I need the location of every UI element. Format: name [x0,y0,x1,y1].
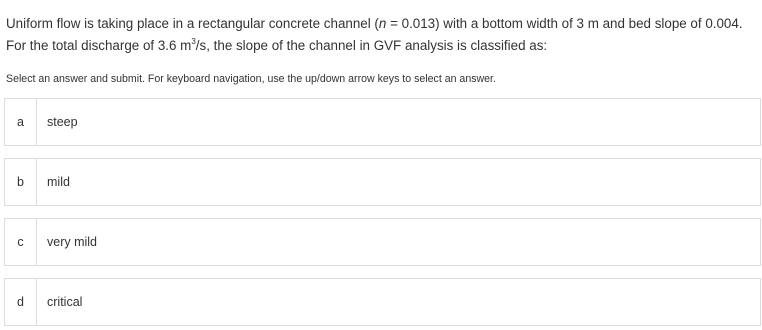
option-letter: d [5,279,37,325]
answer-option-d[interactable] [4,278,761,326]
option-letter: b [5,159,37,205]
cubic-superscript: 3 [191,37,196,46]
question-part-2: = 0.013) with a bottom width of 3 m and bed slope of 0.004. For the total discharge of 3.6 m [6,16,743,53]
option-label: mild [47,175,70,189]
answer-option-b[interactable] [4,158,761,206]
instruction-text: Select an answer and submit. For keyboard navigation, use the up/down arrow keys to select an answer. [6,73,496,85]
option-letter: a [5,99,37,145]
option-letter: c [5,219,37,265]
option-label: very mild [47,235,98,249]
option-label: critical [47,295,83,309]
answer-option-c[interactable] [4,218,761,266]
option-label: steep [47,115,78,129]
answer-option-a[interactable] [4,98,761,146]
question-text [6,13,756,57]
manning-n-variable: n [378,16,387,31]
question-part-3: /s, the slope of the channel in GVF analysis is classified as: [195,38,548,53]
question-part-1: Uniform flow is taking place in a rectangular concrete channel ( [6,16,379,31]
